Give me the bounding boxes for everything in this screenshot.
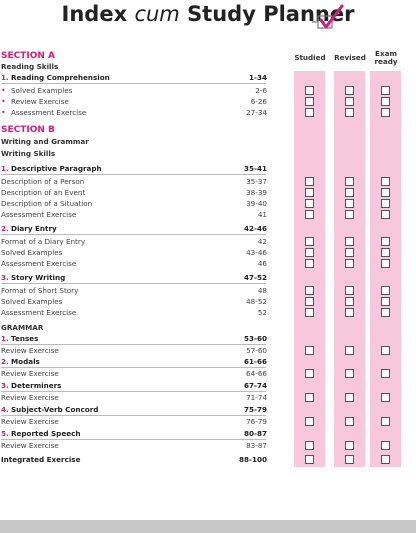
chapter-row (1, 356, 267, 367)
revised-checkbox[interactable] (345, 455, 354, 464)
studied-checkbox[interactable] (305, 417, 314, 426)
page-range: 39-40 (246, 199, 267, 208)
exam-ready-column-band (370, 71, 401, 467)
studied-checkbox[interactable] (305, 441, 314, 450)
exam-ready-checkbox[interactable] (381, 417, 390, 426)
row-text: Solved Examples (1, 297, 63, 306)
row-label (1, 236, 85, 247)
column-studied: Studied (294, 53, 326, 62)
row-label (1, 345, 59, 356)
row-text: Format of Short Story (1, 286, 79, 295)
row-text: Solved Examples (1, 248, 63, 257)
chapter-number: 4. (1, 405, 9, 414)
topic-row (1, 187, 267, 198)
revised-checkbox[interactable] (345, 108, 354, 117)
row-text: Description of a Situation (1, 199, 93, 208)
row-label (1, 307, 76, 318)
row-label (1, 209, 76, 220)
topic-row (1, 247, 267, 258)
page-range: 71-74 (246, 393, 267, 402)
column-exam-line2: ready (374, 57, 398, 66)
row-text: Review Exercise (11, 97, 69, 106)
row-label (1, 72, 110, 83)
title-planner: Study Planner (187, 2, 355, 26)
row-text: Description of an Event (1, 188, 86, 197)
row-label (1, 85, 72, 96)
topic-row (1, 107, 267, 118)
exam-ready-checkbox[interactable] (381, 297, 390, 306)
studied-checkbox[interactable] (305, 177, 314, 186)
row-text: SECTION B (1, 125, 55, 135)
page-range: 35-37 (246, 177, 267, 186)
chapter-row (1, 404, 267, 415)
row-label (1, 416, 59, 427)
chapter-number: 1. (1, 73, 9, 82)
row-label (1, 440, 59, 451)
page-range: 48-52 (246, 297, 267, 306)
topic-row (1, 307, 267, 318)
page-range: 76-79 (246, 417, 267, 426)
row-text: Story Writing (11, 273, 66, 282)
page-range: 52 (257, 308, 267, 317)
group-heading (1, 322, 267, 333)
row-divider (1, 283, 266, 284)
chapter-row (1, 428, 267, 439)
revised-checkbox[interactable] (345, 441, 354, 450)
chapter-row (1, 333, 267, 344)
page-range: 41 (257, 210, 267, 219)
page-range: 61-66 (244, 357, 267, 366)
page-range: 27-34 (246, 108, 267, 117)
page-range: 75-79 (244, 405, 267, 414)
topic-row (1, 285, 267, 296)
row-label (1, 61, 58, 72)
revised-checkbox[interactable] (345, 286, 354, 295)
row-text: Diary Entry (11, 224, 57, 233)
revised-checkbox[interactable] (345, 346, 354, 355)
row-text: Format of a Diary Entry (1, 237, 86, 246)
topic-row (1, 236, 267, 247)
check-icon (312, 4, 344, 34)
row-label (1, 125, 55, 136)
studied-checkbox[interactable] (305, 308, 314, 317)
chapter-number: 2. (1, 224, 9, 233)
page-range: 88-100 (239, 455, 267, 464)
row-label (1, 322, 43, 333)
row-label (1, 404, 98, 415)
row-label (1, 136, 89, 147)
studied-checkbox[interactable] (305, 86, 314, 95)
row-text: Assessment Exercise (1, 210, 77, 219)
chapter-row (1, 380, 267, 391)
revised-checkbox[interactable] (345, 259, 354, 268)
row-label (1, 272, 65, 283)
revised-checkbox[interactable] (345, 237, 354, 246)
topic-row (1, 440, 267, 451)
row-label (1, 176, 84, 187)
row-label (1, 356, 40, 367)
revised-checkbox[interactable] (345, 248, 354, 257)
page-range: 53-60 (244, 334, 267, 343)
row-text: Determiners (11, 381, 62, 390)
page-range: 38-39 (246, 188, 267, 197)
row-text: Reading Comprehension (11, 73, 110, 82)
row-label (1, 198, 92, 209)
row-text: Solved Examples (11, 86, 73, 95)
title-cum: cum (134, 2, 180, 26)
page-range: 43-46 (246, 248, 267, 257)
row-text: Description of a Person (1, 177, 85, 186)
row-label (1, 96, 69, 107)
topic-row (1, 85, 267, 96)
row-label (1, 163, 102, 174)
studied-column-band (294, 71, 325, 467)
topic-row (1, 209, 267, 220)
page-range: 80-87 (244, 429, 267, 438)
topic-row (1, 416, 267, 427)
exam-ready-checkbox[interactable] (381, 248, 390, 257)
revised-checkbox[interactable] (345, 188, 354, 197)
chapter-row (1, 223, 267, 234)
row-text: Review Exercise (1, 417, 59, 426)
chapter-row (1, 272, 267, 283)
chapter-row (1, 72, 267, 83)
revised-checkbox[interactable] (345, 308, 354, 317)
studied-checkbox[interactable] (305, 210, 314, 219)
exam-ready-checkbox[interactable] (381, 86, 390, 95)
column-revised: Revised (334, 53, 366, 62)
page-range: 42-46 (244, 224, 267, 233)
group-heading (1, 148, 267, 159)
row-text: Review Exercise (1, 441, 59, 450)
studied-checkbox[interactable] (305, 369, 314, 378)
revised-checkbox[interactable] (345, 177, 354, 186)
row-label (1, 247, 62, 258)
row-label (1, 148, 55, 159)
exam-ready-checkbox[interactable] (381, 188, 390, 197)
row-label (1, 380, 61, 391)
row-text: Review Exercise (1, 393, 59, 402)
studied-checkbox[interactable] (305, 199, 314, 208)
topic-row (1, 345, 267, 356)
footer-bar (0, 520, 416, 533)
page-range: 57-60 (246, 346, 267, 355)
studied-checkbox[interactable] (305, 346, 314, 355)
studied-checkbox[interactable] (305, 237, 314, 246)
exam-ready-checkbox[interactable] (381, 286, 390, 295)
page-range: 48 (257, 286, 267, 295)
page-range: 6-26 (250, 97, 267, 106)
studied-checkbox[interactable] (305, 286, 314, 295)
exam-ready-checkbox[interactable] (381, 199, 390, 208)
revised-checkbox[interactable] (345, 210, 354, 219)
studied-checkbox[interactable] (305, 297, 314, 306)
chapter-number: 1. (1, 164, 9, 173)
row-label (1, 223, 57, 234)
topic-row (1, 392, 267, 403)
chapter-row (1, 454, 267, 465)
revised-checkbox[interactable] (345, 97, 354, 106)
row-text: GRAMMAR (1, 323, 44, 332)
topic-row (1, 296, 267, 307)
row-label (1, 187, 85, 198)
group-heading (1, 61, 267, 72)
topic-row (1, 258, 267, 269)
exam-ready-checkbox[interactable] (381, 455, 390, 464)
studied-checkbox[interactable] (305, 393, 314, 402)
exam-ready-checkbox[interactable] (381, 308, 390, 317)
row-label (1, 392, 59, 403)
title-index: Index (61, 2, 128, 26)
exam-ready-checkbox[interactable] (381, 346, 390, 355)
page-range: 64-66 (246, 369, 267, 378)
page-title (0, 2, 416, 34)
column-exam-line1: Exam (375, 49, 397, 58)
topic-row (1, 368, 267, 379)
row-divider (1, 234, 266, 235)
row-text: SECTION A (1, 51, 56, 61)
row-label (1, 368, 59, 379)
exam-ready-checkbox[interactable] (381, 369, 390, 378)
studied-checkbox[interactable] (305, 97, 314, 106)
row-label (1, 285, 78, 296)
studied-checkbox[interactable] (305, 259, 314, 268)
chapter-number: 5. (1, 429, 9, 438)
chapter-number: 2. (1, 357, 9, 366)
studied-checkbox[interactable] (305, 455, 314, 464)
chapter-number: 3. (1, 273, 9, 282)
revised-column-band (334, 71, 365, 467)
revised-checkbox[interactable] (345, 369, 354, 378)
revised-checkbox[interactable] (345, 86, 354, 95)
row-text: Subject-Verb Concord (11, 405, 99, 414)
row-label (1, 428, 80, 439)
exam-ready-checkbox[interactable] (381, 177, 390, 186)
row-text: Descriptive Paragraph (11, 164, 102, 173)
bullet-icon: • (1, 86, 6, 95)
row-text: Writing Skills (1, 149, 56, 158)
section-heading (1, 125, 267, 136)
page-range: 35-41 (244, 164, 267, 173)
row-text: Modals (11, 357, 40, 366)
bullet-icon: • (1, 108, 6, 117)
bullet-icon: • (1, 97, 6, 106)
row-divider (1, 174, 266, 175)
row-text: Tenses (11, 334, 39, 343)
column-exam-ready (366, 50, 406, 66)
topic-row (1, 198, 267, 209)
exam-ready-checkbox[interactable] (381, 259, 390, 268)
revised-checkbox[interactable] (345, 199, 354, 208)
revised-checkbox[interactable] (345, 297, 354, 306)
revised-checkbox[interactable] (345, 393, 354, 402)
page-range: 47-52 (244, 273, 267, 282)
row-divider (1, 83, 266, 84)
row-text: Review Exercise (1, 369, 59, 378)
row-label (1, 107, 86, 118)
page-range: 42 (257, 237, 267, 246)
group-heading (1, 136, 267, 147)
chapter-number: 3. (1, 381, 9, 390)
row-text: Assessment Exercise (1, 308, 77, 317)
row-text: Reported Speech (11, 429, 81, 438)
chapter-number: 1. (1, 334, 9, 343)
row-label (1, 258, 76, 269)
exam-ready-checkbox[interactable] (381, 108, 390, 117)
row-text: Reading Skills (1, 62, 59, 71)
page-range: 67-74 (244, 381, 267, 390)
topic-row (1, 96, 267, 107)
row-text: Review Exercise (1, 346, 59, 355)
row-text: Assessment Exercise (11, 108, 87, 117)
row-text: Assessment Exercise (1, 259, 77, 268)
exam-ready-checkbox[interactable] (381, 441, 390, 450)
row-label (1, 333, 38, 344)
exam-ready-checkbox[interactable] (381, 237, 390, 246)
row-label (1, 296, 62, 307)
revised-checkbox[interactable] (345, 417, 354, 426)
exam-ready-checkbox[interactable] (381, 97, 390, 106)
row-text: Integrated Exercise (1, 455, 81, 464)
page-range: 1-34 (249, 73, 267, 82)
page-range: 83-87 (246, 441, 267, 450)
chapter-row (1, 163, 267, 174)
studied-checkbox[interactable] (305, 188, 314, 197)
exam-ready-checkbox[interactable] (381, 210, 390, 219)
page-range: 46 (257, 259, 267, 268)
row-label (1, 454, 80, 465)
studied-checkbox[interactable] (305, 108, 314, 117)
exam-ready-checkbox[interactable] (381, 393, 390, 402)
studied-checkbox[interactable] (305, 248, 314, 257)
page-range: 2-6 (255, 86, 267, 95)
topic-row (1, 176, 267, 187)
row-text: Writing and Grammar (1, 137, 89, 146)
